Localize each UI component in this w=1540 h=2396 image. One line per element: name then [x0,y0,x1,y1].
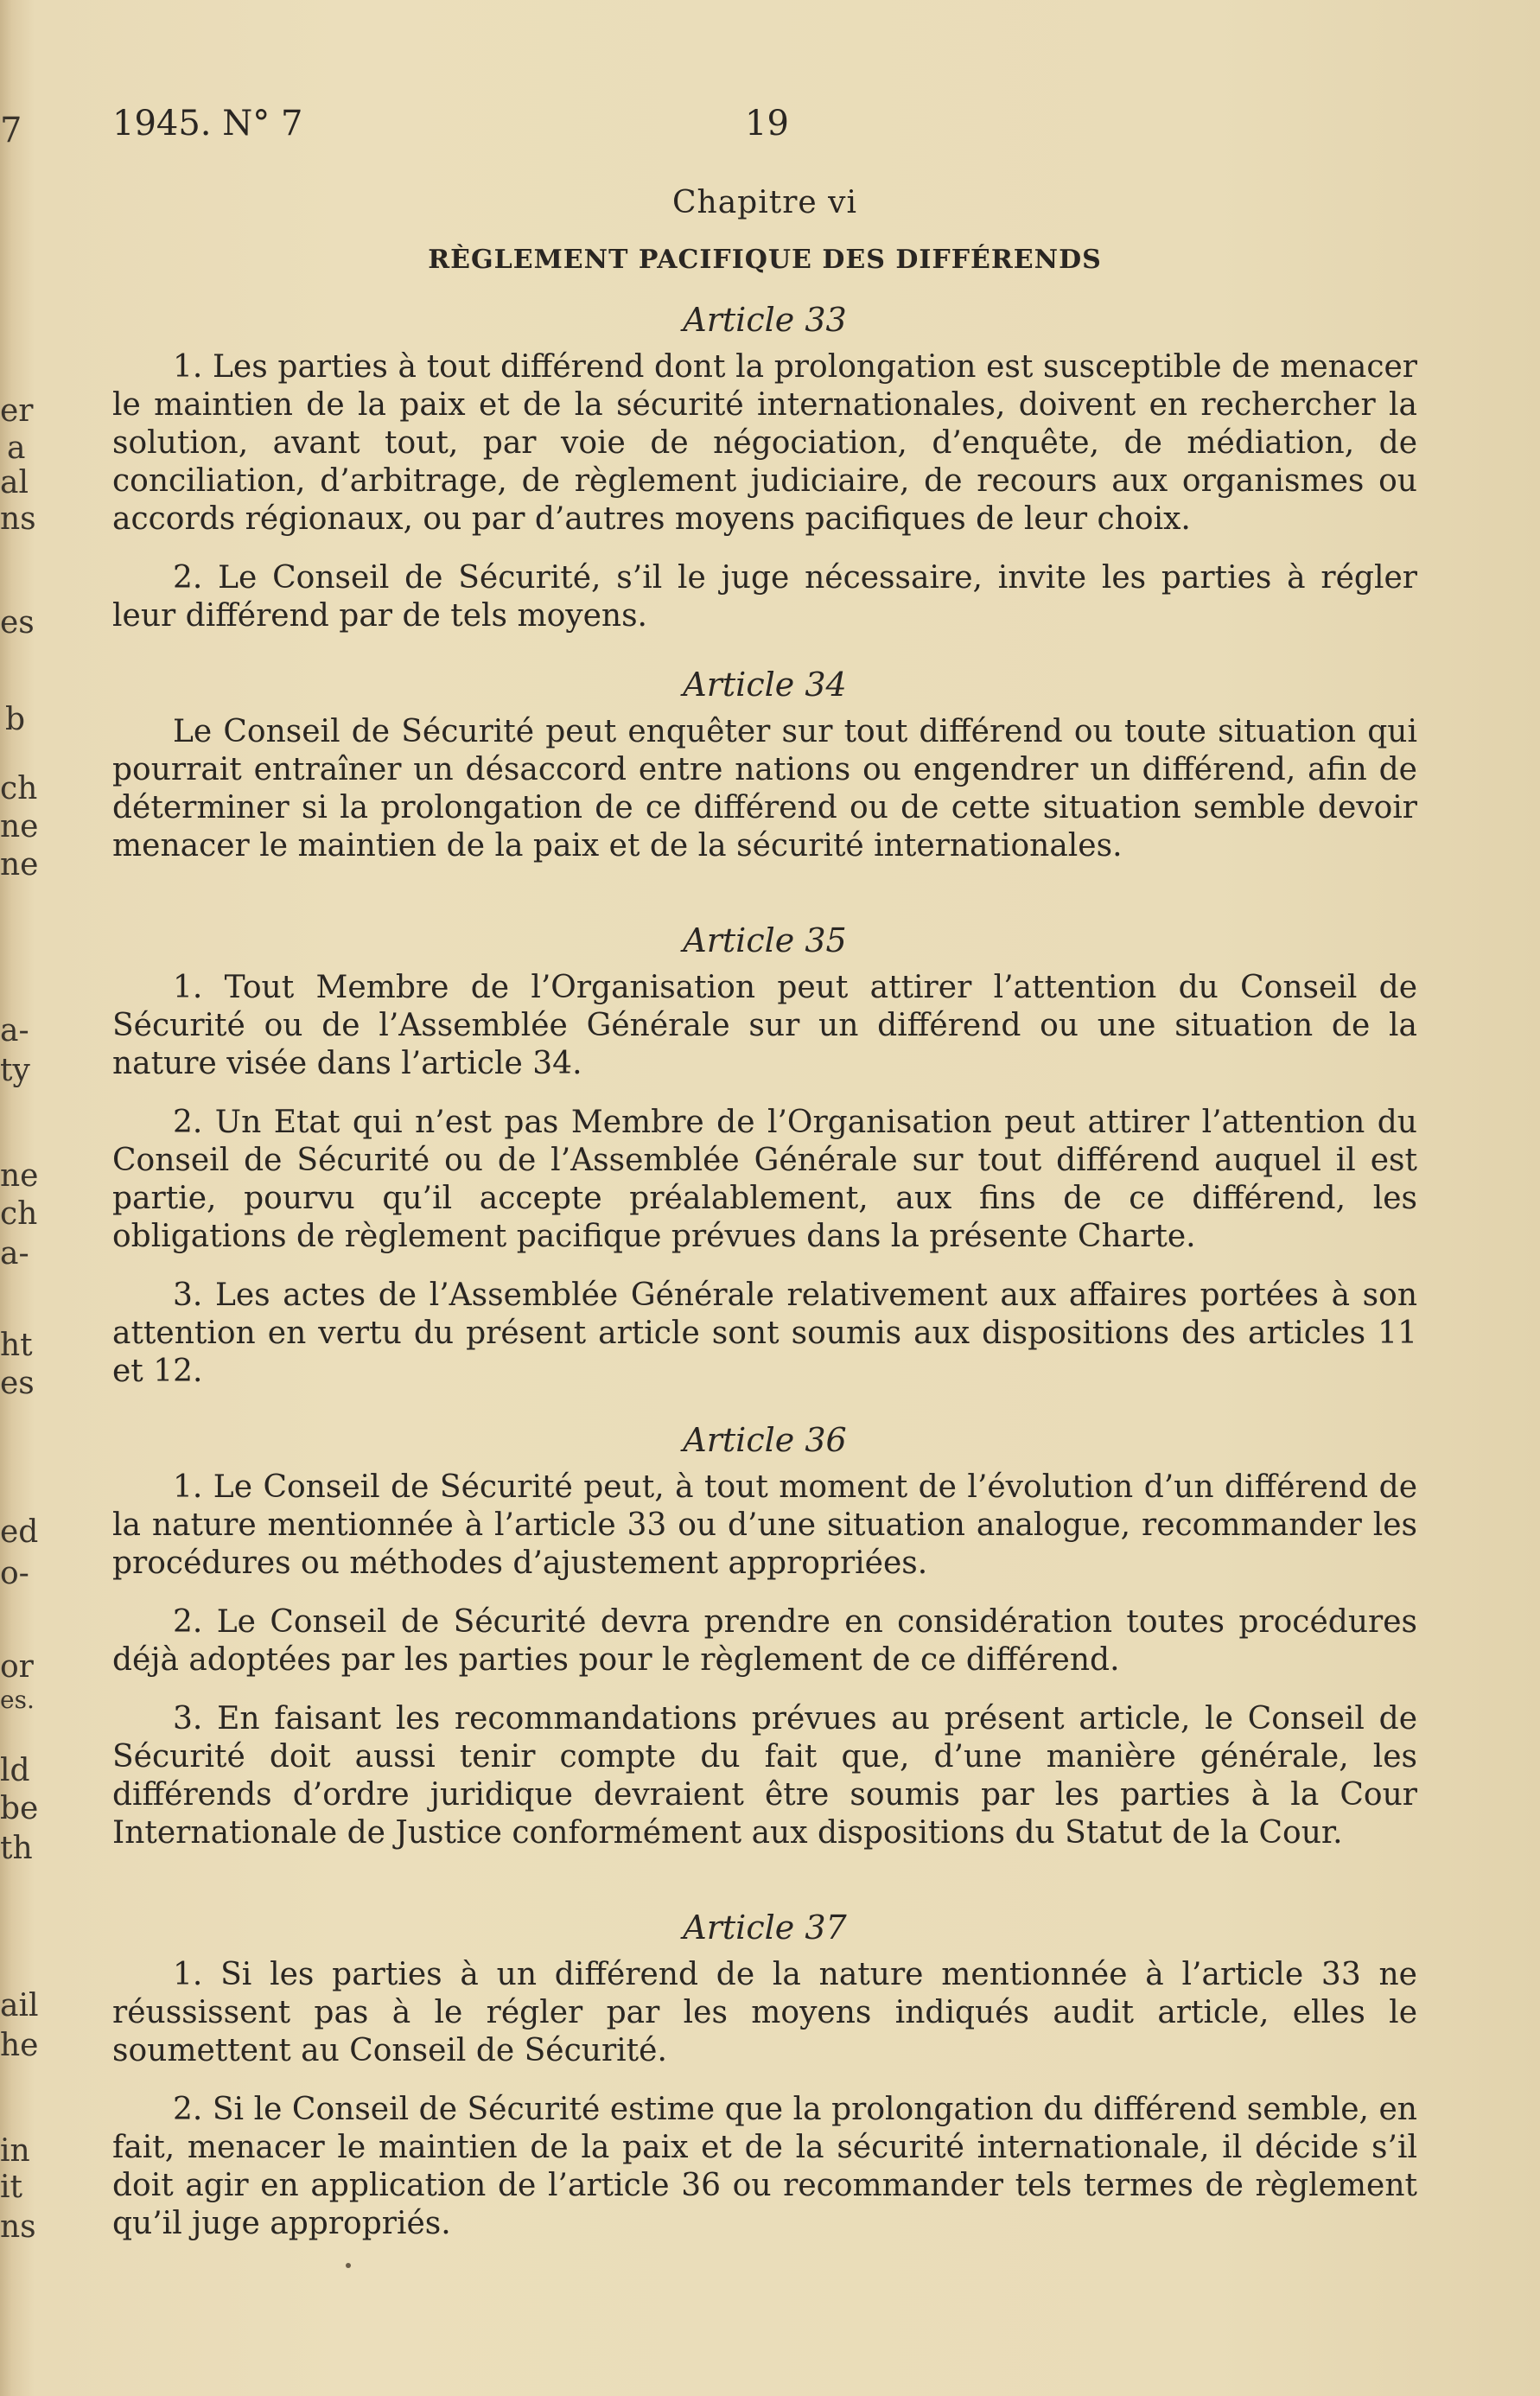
bleed-char: a- [0,1236,29,1271]
bleed-char: be [0,1791,39,1826]
bleed-char: ch [0,771,38,806]
article-heading: Article 33 [683,301,847,339]
bleed-char: o- [0,1556,29,1591]
bleed-char: ht [0,1328,33,1363]
article-heading: Article 37 [683,1909,847,1947]
article-paragraph: 1. Les parties à tout différend dont la prolongation est susceptible de menacer le maintien de la paix et de la sécurité internationales, doivent en rechercher la solution, avant tout, par voie de négociation, d’enquête, de médiation, de conciliation, d’arbitrage, de règlement judiciaire, de recours aux organismes ou accords régionaux, ou par d’autres moyens pacifiques de leur choix. [112,349,1417,537]
article-paragraph: 2. Un Etat qui n’est pas Membre de l’Organisation peut attirer l’attention du Conseil de Sécurité ou de l’Assemblée Générale sur tout différend auquel il est partie, pourvu qu’il accepte préalablement, aux fins de ce différend, les obligations de règlement pacifique prévues dans la présente Charte. [112,1105,1417,1254]
article-paragraph: 2. Si le Conseil de Sécurité estime que la prolongation du différend semble, en fait, menacer le maintien de la paix et de la sécurité internationale, il décide s’il doit agir en application de l’article 36 ou recommander tels termes de règlement qu’il juge appropriés. [112,2092,1417,2241]
bleed-char: al [0,465,29,500]
article-paragraph: 3. En faisant les recommandations prévues au présent article, le Conseil de Sécurité doit aussi tenir compte du fait que, d’une manière générale, les différends d’ordre juridique devraient être soumis par les parties à la Cour Internationale de Justice conformément aux dispositions du Statut de la Cour. [112,1701,1417,1851]
bleed-char: ne [0,847,39,883]
bleed-char: ail [0,1988,39,2023]
bleed-char: es [0,605,35,640]
bleed-char: es. [0,1685,35,1714]
article-heading: Article 36 [683,1421,847,1459]
bleed-char: or [0,1649,34,1685]
article-paragraph: 2. Le Conseil de Sécurité, s’il le juge nécessaire, invite les parties à régler leur différend par de tels moyens. [112,560,1417,634]
article-paragraph: Le Conseil de Sécurité peut enquêter sur tout différend ou toute situation qui pourrait entraîner un désaccord entre nations ou engendrer un différend, afin de déterminer si la prolongation de ce différend ou de cette situation semble devoir menacer le maintien de la paix et de la sécurité internationales. [112,714,1417,863]
bleed-char: th [0,1831,33,1866]
article-paragraph: 3. Les actes de l’Assemblée Générale relativement aux affaires portées à son attention en vertu du présent article sont soumis aux dispositions des articles 11 et 12. [112,1278,1417,1389]
bleed-char: ns [0,2209,36,2245]
facing-page-margin [0,0,54,2396]
article-paragraph: 1. Tout Membre de l’Organisation peut attirer l’attention du Conseil de Sécurité ou de l’Assemblée Générale sur un différend ou une situation de la nature visée dans l’article 34. [112,970,1417,1081]
article-heading: Article 35 [683,921,847,959]
bleed-char: ty [0,1053,30,1088]
bleed-char: ch [0,1196,38,1232]
bleed-char: ed [0,1514,39,1550]
page-header [112,104,1409,156]
article-paragraph: 1. Le Conseil de Sécurité peut, à tout moment de l’évolution d’un différend de la nature mentionnée à l’article 33 ou d’une situation analogue, recommander les procédures ou méthodes d’ajustement appropriées. [112,1469,1417,1581]
bleed-char: a [7,430,26,466]
bleed-char: 7 [0,111,22,150]
running-head: 1945. N° 7 [112,104,303,143]
bleed-char: in [0,2133,30,2169]
ink-speck [346,2263,351,2268]
bleed-char: ns [0,501,36,537]
bleed-char: er [0,393,34,429]
main-text [112,177,1417,2264]
bleed-char: ld [0,1753,30,1788]
chapter-label: Chapitre vi [671,185,858,220]
article-paragraph: 2. Le Conseil de Sécurité devra prendre en considération toutes procédures déjà adoptées par les parties pour le règlement de ce différend. [112,1604,1417,1678]
article-paragraph: 1. Si les parties à un différend de la nature mentionnée à l’article 33 ne réussissent pas à le régler par les moyens indiqués audit article, elles le soumettent au Conseil de Sécurité. [112,1957,1417,2068]
bleed-char: ne [0,809,39,844]
article-heading: Article 34 [683,666,847,704]
bleed-char: it [0,2170,22,2205]
chapter-title: RÈGLEMENT PACIFIQUE DES DIFFÉRENDS [428,245,1102,275]
bleed-char: he [0,2028,39,2063]
bleed-char: a- [0,1013,29,1048]
page-number: 19 [745,104,789,143]
bleed-char: es [0,1366,35,1401]
bleed-char: b [5,702,26,737]
bleed-char: ne [0,1158,39,1194]
